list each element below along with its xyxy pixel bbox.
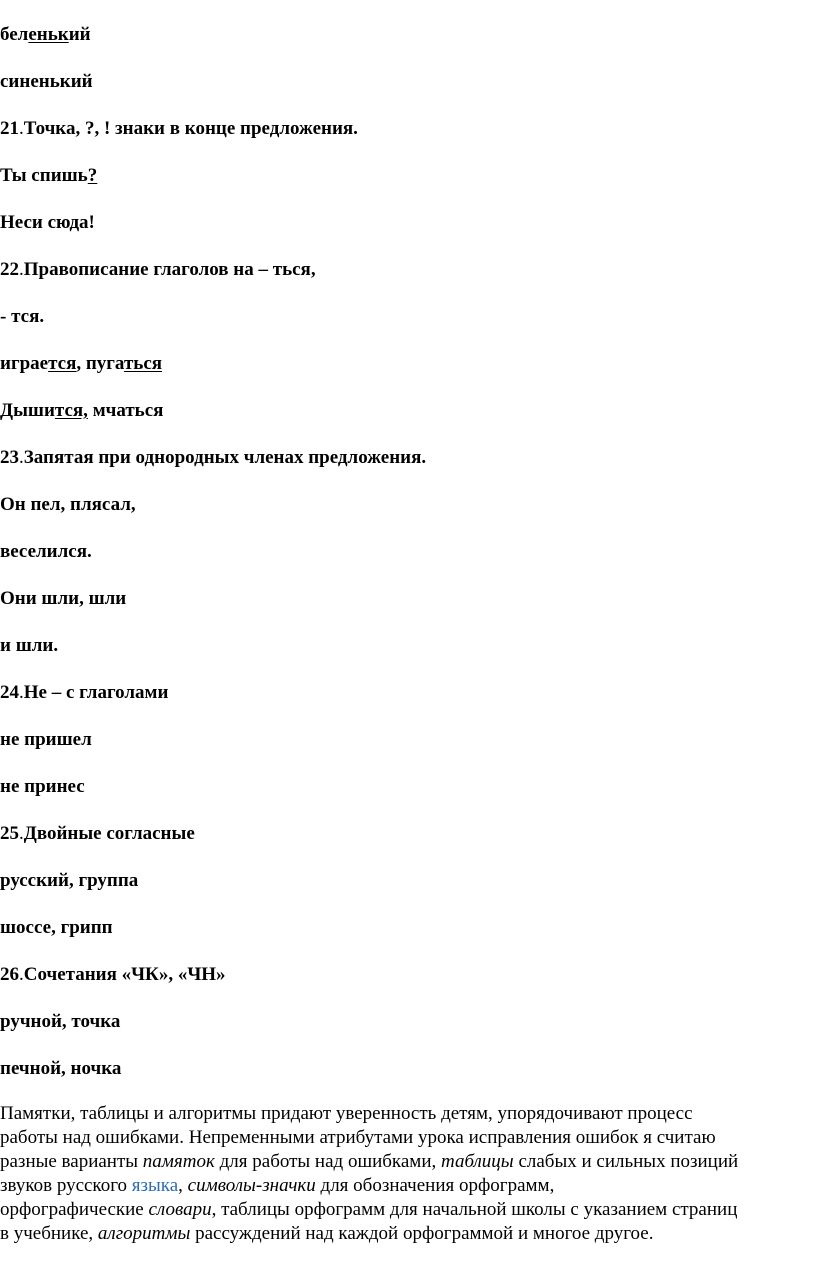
example-word-sinenky: синенький bbox=[0, 71, 93, 92]
body-paragraph bbox=[0, 1102, 816, 1246]
paragraph-line bbox=[0, 1222, 816, 1246]
example-line: веселился. bbox=[0, 541, 92, 562]
text-segment: , bbox=[178, 1175, 188, 1196]
example-verbs-1 bbox=[0, 353, 162, 375]
section-title: Сочетания «ЧК», «ЧН» bbox=[23, 964, 226, 985]
section-title: Точка, ?, ! знаки в конце предложения. bbox=[23, 118, 358, 139]
example-verbs-2 bbox=[0, 400, 163, 422]
italic-term: символы-значки bbox=[187, 1175, 316, 1196]
example-line: Он пел, плясал, bbox=[0, 494, 136, 515]
paragraph-line: Памятки, таблицы и алгоритмы придают уверенность детям, упорядочивают процесс bbox=[0, 1103, 693, 1124]
section-heading-23 bbox=[0, 447, 426, 469]
underlined-segment: ? bbox=[87, 165, 98, 186]
section-dot: . bbox=[19, 964, 24, 985]
section-heading-22 bbox=[0, 259, 316, 281]
example-exclamation: Неси сюда! bbox=[0, 212, 95, 233]
example-line: шоссе, грипп bbox=[0, 917, 113, 938]
section-title: Правописание глаголов на – ться, bbox=[23, 259, 316, 280]
italic-term: памяток bbox=[142, 1151, 215, 1172]
example-question bbox=[0, 165, 97, 187]
paragraph-line: работы над ошибками. Непременными атрибутами урока исправления ошибок я считаю bbox=[0, 1127, 716, 1148]
example-line: русский, группа bbox=[0, 870, 139, 891]
underlined-segment: еньк bbox=[28, 24, 69, 45]
text-segment: слабых и сильных позиций bbox=[513, 1151, 739, 1172]
section-title: Запятая при однородных членах предложения. bbox=[23, 447, 427, 468]
text-segment: , пуга bbox=[76, 353, 124, 374]
section-number: 25 bbox=[0, 823, 19, 844]
example-line: ручной, точка bbox=[0, 1011, 121, 1032]
underlined-segment: тся bbox=[48, 353, 77, 374]
section-heading-25 bbox=[0, 823, 195, 845]
section-number: 26 bbox=[0, 964, 19, 985]
paragraph-line bbox=[0, 1150, 816, 1174]
text-segment: разные варианты bbox=[0, 1151, 143, 1172]
italic-term: таблицы bbox=[440, 1151, 514, 1172]
underlined-segment: тся, bbox=[54, 400, 88, 421]
section-heading-24 bbox=[0, 682, 168, 704]
section-dot: . bbox=[19, 682, 24, 703]
section-heading-21 bbox=[0, 118, 358, 140]
section-number: 22 bbox=[0, 259, 19, 280]
section-number: 24 bbox=[0, 682, 19, 703]
example-line: не принес bbox=[0, 776, 85, 797]
paragraph-line bbox=[0, 1174, 816, 1198]
section-heading-26 bbox=[0, 964, 226, 986]
example-line: не пришел bbox=[0, 729, 92, 750]
text-segment: орфографические bbox=[0, 1199, 149, 1220]
text-segment: Дыши bbox=[0, 400, 55, 421]
text-segment: бел bbox=[0, 24, 29, 45]
text-segment: мчаться bbox=[87, 400, 164, 421]
example-line: и шли. bbox=[0, 635, 59, 656]
italic-term: алгоритмы bbox=[97, 1223, 191, 1244]
section-22-continuation: - тся. bbox=[0, 306, 45, 327]
text-segment: звуков русского bbox=[0, 1175, 132, 1196]
example-line: печной, ночка bbox=[0, 1058, 122, 1079]
language-link[interactable]: языка bbox=[131, 1175, 179, 1196]
text-segment: , таблицы орфограмм для начальной школы с указанием страниц bbox=[211, 1199, 738, 1220]
section-number: 23 bbox=[0, 447, 19, 468]
section-dot: . bbox=[19, 823, 24, 844]
italic-term: словари bbox=[148, 1199, 212, 1220]
section-number: 21 bbox=[0, 118, 19, 139]
text-segment: рассуждений над каждой орфограммой и многое другое. bbox=[190, 1223, 654, 1244]
text-segment: играе bbox=[0, 353, 49, 374]
section-dot: . bbox=[19, 447, 24, 468]
section-title: Не – с глаголами bbox=[23, 682, 169, 703]
text-segment: Ты спишь bbox=[0, 165, 88, 186]
underlined-segment: ться bbox=[123, 353, 163, 374]
example-word-belenky bbox=[0, 24, 91, 46]
text-segment: в учебнике, bbox=[0, 1223, 98, 1244]
text-segment: ий bbox=[68, 24, 91, 45]
text-segment: для работы над ошибками, bbox=[214, 1151, 441, 1172]
paragraph-line bbox=[0, 1198, 816, 1222]
text-segment: для обозначения орфограмм, bbox=[315, 1175, 555, 1196]
section-dot: . bbox=[19, 259, 24, 280]
section-dot: . bbox=[19, 118, 24, 139]
example-line: Они шли, шли bbox=[0, 588, 127, 609]
section-title: Двойные согласные bbox=[23, 823, 195, 844]
